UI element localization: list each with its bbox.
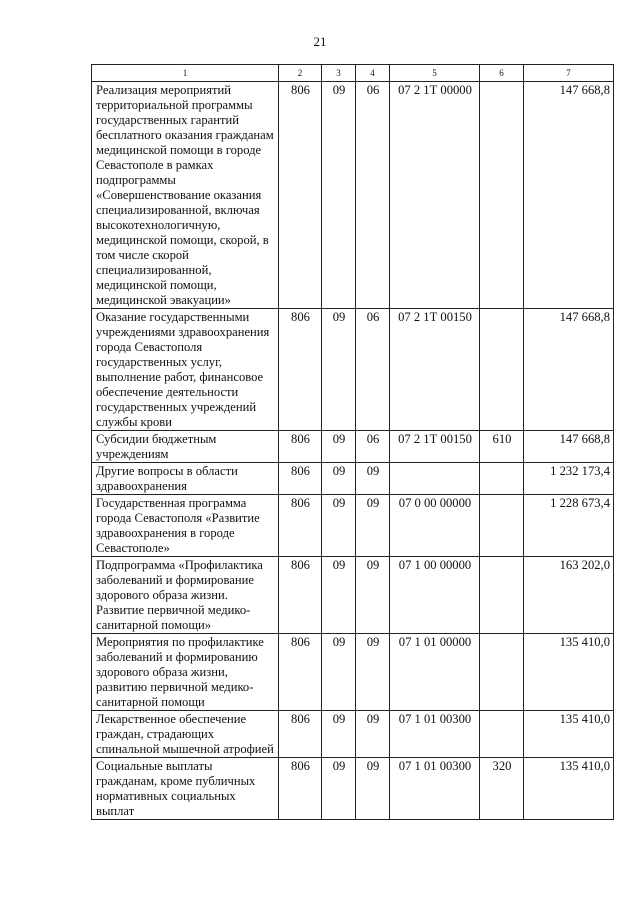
row-rz: 09 (322, 634, 356, 711)
row-rz: 09 (322, 495, 356, 557)
row-pr: 09 (356, 634, 390, 711)
row-sum: 135 410,0 (524, 711, 614, 758)
row-rz: 09 (322, 309, 356, 431)
row-vr: 320 (480, 758, 524, 820)
row-rz: 09 (322, 758, 356, 820)
row-rz: 09 (322, 82, 356, 309)
row-vr (480, 557, 524, 634)
table-row (92, 758, 614, 820)
row-vr (480, 634, 524, 711)
row-name: Лекарственное обеспечение граждан, страдающих спинальной мышечной атрофией (92, 711, 279, 758)
row-pr: 09 (356, 758, 390, 820)
row-vr (480, 82, 524, 309)
row-sum: 147 668,8 (524, 431, 614, 463)
header-col-6: 6 (480, 65, 524, 82)
row-csr: 07 1 00 00000 (390, 557, 480, 634)
row-vr: 610 (480, 431, 524, 463)
row-name: Подпрограмма «Профилактика заболеваний и формирование здорового образа жизни. Развитие первичной медико-санитарной помощи» (92, 557, 279, 634)
table-row (92, 634, 614, 711)
table-row (92, 309, 614, 431)
header-col-3: 3 (322, 65, 356, 82)
row-name: Оказание государственными учреждениями здравоохранения города Севастополя государственных услуг, выполнение работ, финансовое обеспечение деятельности государственных учреждений службы крови (92, 309, 279, 431)
row-gr: 806 (279, 309, 322, 431)
row-sum: 163 202,0 (524, 557, 614, 634)
row-gr: 806 (279, 463, 322, 495)
page-number: 21 (313, 34, 327, 49)
header-row (92, 65, 614, 82)
header-col-1: 1 (92, 65, 279, 82)
row-pr: 06 (356, 82, 390, 309)
row-vr (480, 711, 524, 758)
header-col-5: 5 (390, 65, 480, 82)
table-row (92, 495, 614, 557)
table-row (92, 711, 614, 758)
header-col-7: 7 (524, 65, 614, 82)
table-row (92, 463, 614, 495)
budget-table (91, 64, 614, 820)
row-pr: 09 (356, 463, 390, 495)
row-csr: 07 1 01 00300 (390, 758, 480, 820)
row-sum: 147 668,8 (524, 309, 614, 431)
row-rz: 09 (322, 431, 356, 463)
row-name: Субсидии бюджетным учреждениям (92, 431, 279, 463)
row-csr: 07 1 01 00000 (390, 634, 480, 711)
row-gr: 806 (279, 431, 322, 463)
row-pr: 09 (356, 557, 390, 634)
row-gr: 806 (279, 758, 322, 820)
row-vr (480, 463, 524, 495)
row-pr: 06 (356, 431, 390, 463)
row-sum: 135 410,0 (524, 758, 614, 820)
row-gr: 806 (279, 495, 322, 557)
row-name: Социальные выплаты гражданам, кроме публичных нормативных социальных выплат (92, 758, 279, 820)
row-sum: 1 228 673,4 (524, 495, 614, 557)
row-pr: 09 (356, 711, 390, 758)
row-gr: 806 (279, 711, 322, 758)
row-vr (480, 309, 524, 431)
row-csr: 07 2 1Т 00000 (390, 82, 480, 309)
row-name: Другие вопросы в области здравоохранения (92, 463, 279, 495)
row-sum: 1 232 173,4 (524, 463, 614, 495)
row-rz: 09 (322, 557, 356, 634)
row-gr: 806 (279, 557, 322, 634)
row-csr: 07 2 1Т 00150 (390, 431, 480, 463)
row-csr: 07 2 1Т 00150 (390, 309, 480, 431)
row-name: Реализация мероприятий территориальной программы государственных гарантий бесплатного оказания гражданам медицинской помощи в городе Севастополе в рамках подпрограммы «Совершенствование оказания специализированной, включая высокотехнологичную, медицинской помощи, скорой, в том числе скорой специализированной, медицинской помощи, медицинской эвакуации» (92, 82, 279, 309)
row-rz: 09 (322, 463, 356, 495)
row-name: Мероприятия по профилактике заболеваний и формированию здорового образа жизни, развитию первичной медико-санитарной помощи (92, 634, 279, 711)
row-csr: 07 0 00 00000 (390, 495, 480, 557)
table-row (92, 557, 614, 634)
row-gr: 806 (279, 82, 322, 309)
table-row (92, 431, 614, 463)
row-name: Государственная программа города Севастополя «Развитие здравоохранения в городе Севастополе» (92, 495, 279, 557)
row-csr: 07 1 01 00300 (390, 711, 480, 758)
row-pr: 09 (356, 495, 390, 557)
row-csr (390, 463, 480, 495)
row-sum: 147 668,8 (524, 82, 614, 309)
row-gr: 806 (279, 634, 322, 711)
table-row (92, 82, 614, 309)
header-col-2: 2 (279, 65, 322, 82)
header-col-4: 4 (356, 65, 390, 82)
row-rz: 09 (322, 711, 356, 758)
row-vr (480, 495, 524, 557)
row-sum: 135 410,0 (524, 634, 614, 711)
row-pr: 06 (356, 309, 390, 431)
